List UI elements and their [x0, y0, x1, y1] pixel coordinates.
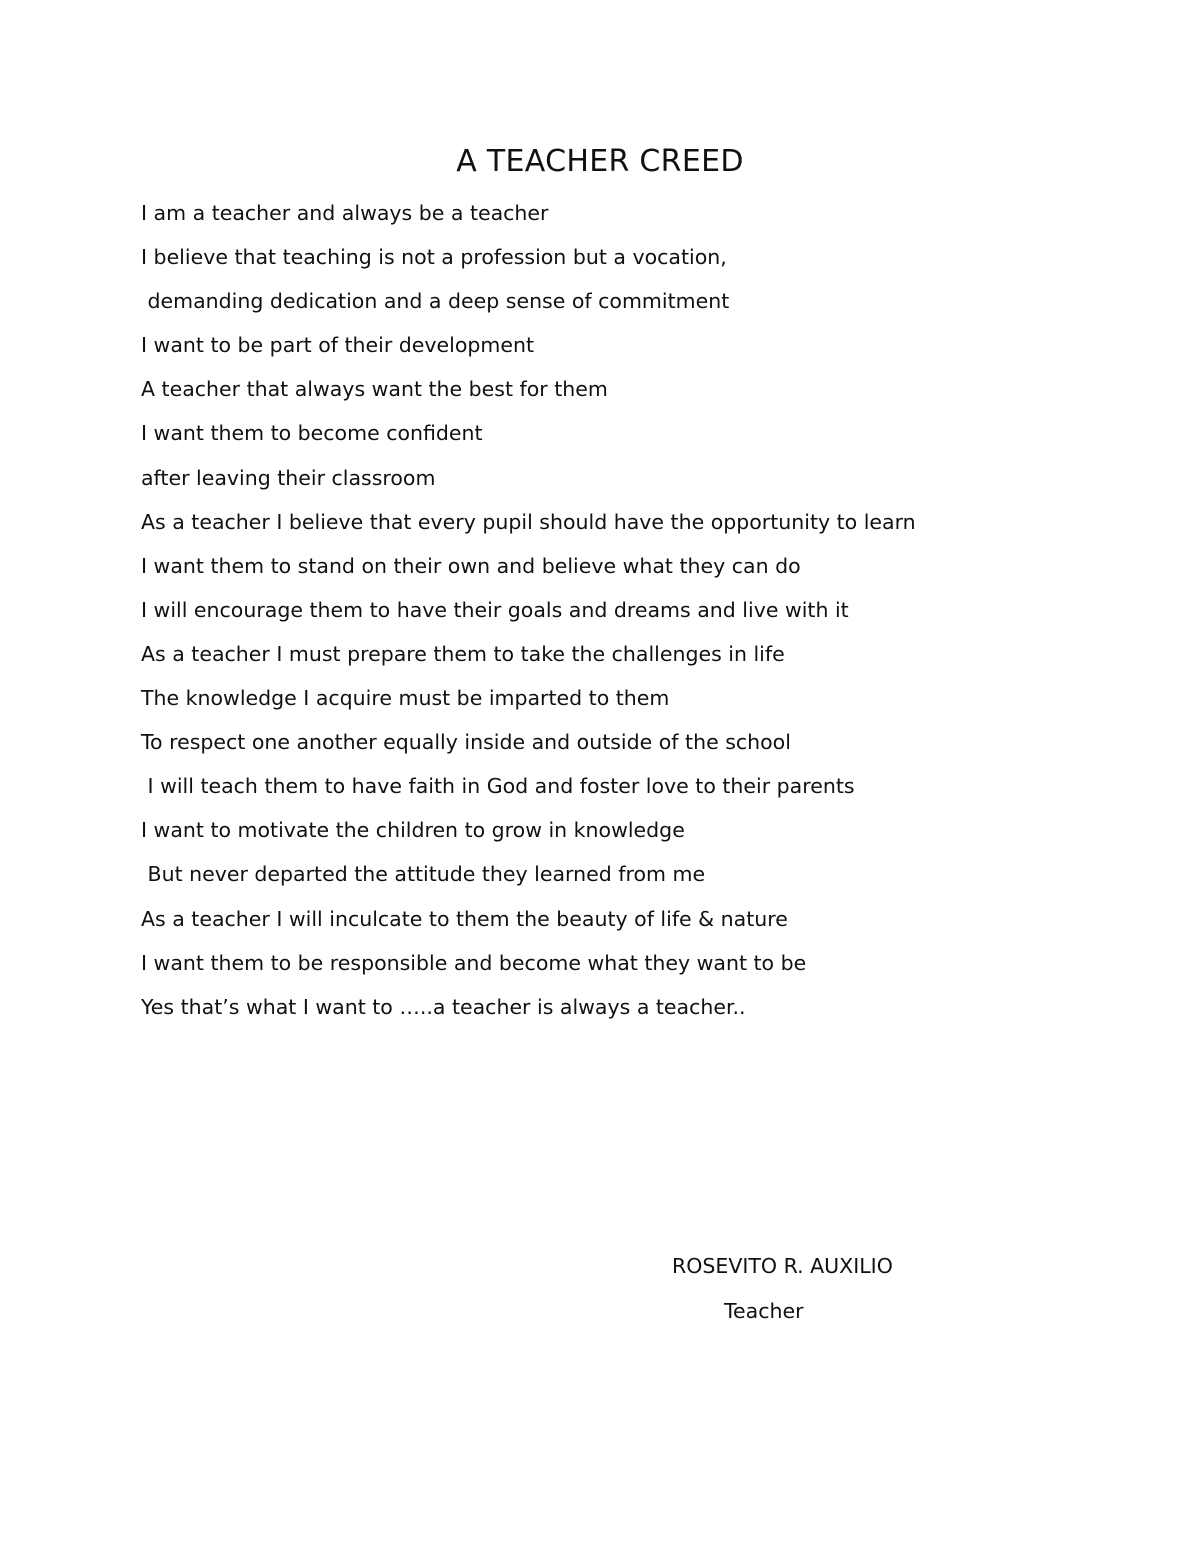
page-title: A TEACHER CREED [456, 144, 744, 179]
creed-lines [141, 197, 1141, 1035]
signature-name: ROSEVITO R. AUXILIO [672, 1254, 893, 1278]
creed-line: I am a teacher and always be a teacher [141, 201, 549, 225]
creed-line: A teacher that always want the best for them [141, 377, 608, 402]
creed-line: As a teacher I will inculcate to them the beauty of life & nature [141, 906, 788, 931]
creed-line: To respect one another equally inside and outside of the school [141, 730, 791, 755]
creed-line: As a teacher I believe that every pupil should have the opportunity to learn [141, 509, 916, 534]
creed-line: As a teacher I must prepare them to take the challenges in life [141, 641, 785, 666]
creed-line: demanding dedication and a deep sense of commitment [141, 289, 730, 314]
creed-line: I want them to be responsible and become what they want to be [141, 950, 807, 975]
creed-line: I will encourage them to have their goals and dreams and live with it [141, 597, 849, 622]
creed-line: I believe that teaching is not a profession but a vocation, [141, 245, 727, 270]
creed-line: I want them to stand on their own and believe what they can do [141, 553, 801, 578]
creed-line: But never departed the attitude they learned from me [141, 862, 706, 887]
creed-line: I will teach them to have faith in God and foster love to their parents [141, 774, 855, 799]
creed-line: Yes that’s what I want to …..a teacher is always a teacher.. [141, 994, 746, 1019]
creed-line: after leaving their classroom [141, 465, 436, 490]
creed-line: The knowledge I acquire must be imparted to them [141, 686, 670, 711]
creed-line: I want to motivate the children to grow in knowledge [141, 818, 685, 843]
signature-role: Teacher [724, 1299, 804, 1323]
creed-line: I want them to become confident [141, 421, 483, 446]
creed-line: I want to be part of their development [141, 333, 535, 358]
